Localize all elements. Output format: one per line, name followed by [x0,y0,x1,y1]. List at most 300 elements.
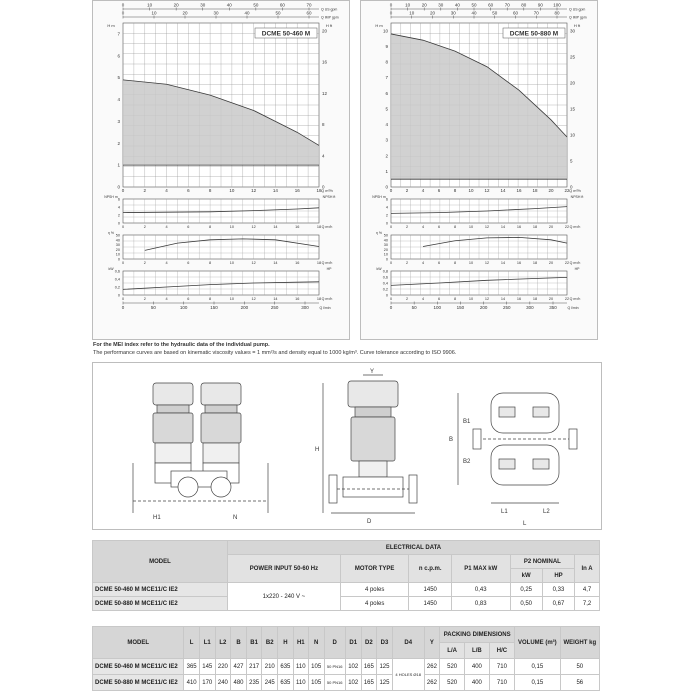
col-b2: B2 [262,627,278,659]
subchart-y-tick: 20 [115,247,120,252]
p2-hp: 0,33 [542,583,574,597]
top-axis-tick-label: 70 [504,2,510,8]
cell-h: 635 [278,675,294,691]
subchart-y-tick: 20 [383,247,388,252]
bottom-axis-tick-label: 200 [479,305,488,310]
top-axis-tick-label: 80 [554,10,560,16]
col-h: H [278,627,294,659]
plan-view [458,393,577,503]
top-axis-tick-label: 10 [147,2,153,8]
bottom-axis-tick-label: 100 [179,305,188,310]
y-tick-label: 2 [385,153,388,159]
top-axis-tick-label: 50 [471,2,477,8]
x-tick-label: 14 [500,188,506,193]
dim-label-n: N [233,515,238,521]
col-power-input: POWER INPUT 50-60 Hz [227,555,340,583]
subchart-y-tick: 4 [117,205,120,210]
bottom-axis-tick-label: 350 [549,305,557,310]
subchart-x-tick: 16 [516,297,522,301]
cell-weight: 56 [560,675,599,691]
bottom-axis-tick-label: 150 [210,305,218,310]
subchart-y-tick: 30 [383,243,388,248]
x-tick-label: 20 [548,188,554,193]
col-d4: D4 [392,627,424,659]
subchart-x-tick: 16 [516,225,522,229]
col-motor-type: MOTOR TYPE [340,555,409,583]
subchart-x-tick: 8 [453,297,457,301]
table-row [93,597,600,611]
top-axis-unit: Q US gpm [321,7,338,12]
row-model: DCME 50-880 M MCE11/C IE2 [93,597,228,611]
subchart-x-tick: 2 [143,261,146,265]
subchart-y-tick: 2 [117,213,120,218]
col-y: Y [424,627,440,659]
y-tick-label: 0 [117,184,120,190]
cell-packing-lb: 400 [465,675,490,691]
row-model: DCME 50-460 M MCE11/C IE2 [93,659,184,675]
col-b1: B1 [246,627,262,659]
subchart-y-tick: 0,6 [114,269,120,274]
subchart-x-label: Q m³/h [569,225,581,229]
bottom-axis-tick-label: 250 [270,305,279,310]
y-right-tick-label: 25 [570,54,576,60]
subchart-x-tick: 6 [187,297,190,301]
subchart-x-tick: 16 [295,225,300,229]
side-view [323,375,417,513]
side-motor-head [348,381,398,407]
top-axis-tick-label: 100 [553,2,561,8]
subchart-x-tick: 2 [405,261,409,265]
col-d1: D1 [345,627,361,659]
cell-packing-la: 520 [440,675,465,691]
subchart-x-tick: 8 [209,261,212,265]
top-axis-unit: Q IMP gpm [321,15,339,20]
bottom-axis-unit: Q l/min [567,306,579,310]
cell-b: 480 [231,675,247,691]
subchart-x-tick: 22 [564,225,570,229]
bottom-axis-tick-label: 0 [121,305,125,310]
subchart-x-tick: 12 [251,261,256,265]
col-model: MODEL [93,541,228,583]
y-tick-label: 9 [385,43,388,49]
subchart-x-tick: 2 [143,297,146,301]
cell-b: 427 [231,659,247,675]
y-right-tick-label: 10 [570,132,576,138]
y-right-tick-label: 0 [570,184,573,190]
chart-title: DCME 50-460 M [261,30,311,38]
top-axis-tick-label: 50 [253,2,259,8]
top-axis-tick-label: 40 [454,2,460,8]
p2-kw: 0,50 [510,597,542,611]
subchart-x-tick: 22 [564,297,570,301]
subchart-x-tick: 18 [316,261,322,265]
subchart-x-tick: 14 [273,225,278,229]
col-l1: L1 [199,627,215,659]
subchart-unit-left: η % [107,231,115,235]
subchart-x-tick: 16 [516,261,522,265]
subchart-x-tick: 12 [484,225,490,229]
subchart-x-tick: 14 [273,297,278,301]
top-axis-tick-label: 0 [389,2,393,8]
col-n: N [308,627,324,659]
y-right-tick-label: 5 [570,158,573,164]
cell-h: 635 [278,659,294,675]
subchart-x-tick: 4 [421,261,425,265]
cell-weight: 50 [560,659,599,675]
top-axis-tick-label: 40 [471,10,477,16]
y-tick-label: 4 [117,97,120,103]
bottom-axis-tick-label: 150 [456,305,465,310]
top-axis-tick-label: 50 [492,10,498,16]
table-row [93,675,600,691]
dim-label-l1: L1 [501,509,508,515]
subchart-x-tick: 4 [421,297,425,301]
subchart-x-tick: 12 [484,261,490,265]
x-tick-label: 4 [165,188,168,193]
subchart-x-tick: 2 [405,297,409,301]
x-axis-label: Q m³/h [569,189,581,193]
subchart-y-tick: 0 [385,293,388,298]
subchart-x-tick: 4 [165,225,168,229]
cell-l: 365 [184,659,200,675]
mei-note: For the MEI index refer to the hydraulic data of the individual pump. [93,342,270,348]
subchart-x-tick: 10 [229,225,235,229]
subchart-x-tick: 4 [421,225,425,229]
top-axis-tick-label: 20 [182,10,188,16]
subchart-x-tick: 18 [532,225,538,229]
cell-b2: 245 [262,675,278,691]
bottom-axis-tick-label: 200 [240,305,249,310]
subchart-x-tick: 4 [165,261,168,265]
subchart-x-tick: 6 [437,261,441,265]
subchart-x-tick: 6 [187,225,190,229]
subchart-y-tick: 40 [115,238,120,243]
subchart-y-tick: 0 [385,257,388,262]
y-right-tick-label: 16 [322,59,328,65]
chart-svg-dcme-50-880 [361,1,599,341]
x-tick-label: 14 [272,188,278,193]
row-model: DCME 50-460 M MCE11/C IE2 [93,583,228,597]
subchart-x-tick: 12 [484,297,490,301]
subchart-x-tick: 12 [251,297,256,301]
subchart-y-tick: 6 [117,197,120,202]
subchart-x-tick: 4 [165,297,168,301]
col-in: In A [575,555,600,583]
y-tick-label: 6 [117,53,120,59]
col-d2: D2 [361,627,377,659]
top-axis-tick-label: 30 [200,2,206,8]
bottom-axis-tick-label: 0 [389,305,393,310]
x-tick-label: 4 [421,188,425,193]
subchart-unit-left: NPSH m [372,195,386,199]
top-axis-tick-label: 90 [537,2,543,8]
y-tick-label: 7 [385,75,388,81]
top-axis-unit: Q IMP gpm [569,15,587,20]
p2-kw: 0,25 [510,583,542,597]
y-tick-label: 5 [385,106,388,112]
x-tick-label: 0 [389,188,393,193]
bottom-axis-tick-label: 50 [411,305,417,310]
subchart-x-tick: 14 [500,225,506,229]
dim-label-l2: L2 [543,509,550,515]
cell-d3: 125 [377,675,393,691]
subchart-x-tick: 20 [548,261,554,265]
top-axis-tick-label: 50 [275,10,281,16]
subchart-y-tick: 10 [383,252,388,257]
col-rpm: n c.p.m. [409,555,452,583]
performance-chart-dcme-50-460 [92,0,350,340]
cell-l1: 145 [199,659,215,675]
subchart-y-tick: 0 [117,257,120,262]
curve-note: The performance curves are based on kinematic viscosity values = 1 mm²/s and density equal to 1000 kg/m³. Curve tolerance according to ISO 9906. [93,350,457,356]
x-tick-label: 6 [187,188,190,193]
motor-neck-left [157,405,189,413]
chart-svg-dcme-50-460 [93,1,351,341]
col-model: MODEL [93,627,184,659]
x-tick-label: 12 [251,188,257,193]
side-motor-body [351,417,395,461]
subchart-y-tick: 0,8 [382,269,388,274]
subchart-x-tick: 6 [187,261,190,265]
col-d: D [324,627,345,659]
top-axis-tick-label: 20 [429,10,436,16]
dim-label-h1: H1 [153,515,161,521]
y-right-tick-label: 12 [322,90,328,96]
cell-d2: 165 [361,675,377,691]
cell-l2: 220 [215,659,231,675]
y-tick-label: 5 [117,75,120,81]
bottom-axis-unit: Q l/min [319,306,331,310]
motor-neck-right [205,405,237,413]
electrical-data-table [92,540,600,611]
cell-l: 410 [184,675,200,691]
top-axis-unit: Q US gpm [569,7,586,12]
flange-left [178,477,198,497]
bottom-axis-tick-label: 250 [502,305,511,310]
cell-d3: 125 [377,659,393,675]
y-right-tick-label: 30 [570,28,576,34]
cell-d2: 165 [361,659,377,675]
subchart-x-tick: 14 [500,261,506,265]
subchart-x-label: Q m³/h [569,261,581,265]
rpm: 1450 [409,597,452,611]
top-axis-tick-label: 0 [121,10,125,16]
rpm: 1450 [409,583,452,597]
cell-d4: 4 HOLES Ø18 [392,659,424,691]
motor-type: 4 poles [340,583,409,597]
x-tick-label: 10 [229,188,235,193]
col-packing: PACKING DIMENSIONS [440,627,515,643]
y-tick-label: 6 [385,90,388,96]
y-tick-label: 7 [117,31,120,37]
subchart-x-tick: 8 [209,297,212,301]
cell-packing-la: 520 [440,659,465,675]
subchart-unit-left: η % [375,231,383,235]
y-right-tick-label: 4 [322,153,325,159]
y-right-tick-label: 15 [570,106,576,112]
subchart-y-tick: 0,2 [382,287,388,292]
dim-label-h: H [315,447,320,453]
subchart-y-tick: 0,6 [382,275,388,280]
dim-label-b: B [449,437,454,443]
cell-packing-hc: 710 [489,675,514,691]
y-right-tick-label: 8 [322,122,325,128]
subchart-x-tick: 14 [500,297,506,301]
dim-label-y: Y [370,369,375,375]
x-tick-label: 6 [437,188,441,193]
top-axis-tick-label: 0 [389,10,393,16]
top-axis-tick-label: 30 [438,2,444,8]
y-tick-label: 8 [385,59,388,65]
subchart-x-tick: 2 [143,225,146,229]
subchart-y-tick: 0,4 [382,281,388,286]
col-d3: D3 [377,627,393,659]
subchart-x-tick: 0 [389,261,393,265]
subchart-x-tick: 0 [389,225,393,229]
x-tick-label: 12 [484,188,490,193]
subchart-x-label: Q m³/h [321,225,333,229]
dim-label-b2: B2 [463,459,471,465]
col-volume: VOLUME (m³) [515,627,560,659]
dimensions-table [92,626,600,691]
cell-d1: 102 [345,659,361,675]
top-axis-tick-label: 0 [121,2,125,8]
top-axis-tick-label: 60 [306,10,312,16]
col-h1: H1 [293,627,308,659]
subchart-x-tick: 14 [273,261,278,265]
subchart-x-tick: 18 [532,261,538,265]
subchart-x-tick: 18 [532,297,538,301]
subchart-x-tick: 10 [229,261,235,265]
subchart-y-tick: 50 [383,233,388,238]
subchart-x-tick: 6 [437,297,441,301]
cell-b1: 217 [246,659,262,675]
subchart-x-tick: 2 [405,225,409,229]
subchart-x-tick: 10 [468,297,474,301]
table-row [93,583,600,597]
chart-title: DCME 50-880 M [509,30,559,38]
cell-h1: 110 [293,659,308,675]
current: 7,2 [575,597,600,611]
y-right-tick-label: 0 [322,184,325,190]
subchart-x-tick: 18 [316,225,322,229]
cell-y: 262 [424,675,440,691]
y-tick-label: 3 [117,118,120,124]
subchart-unit-right: HP [326,267,332,271]
subchart-y-tick: 0 [117,293,120,298]
pump-drawing-svg [93,363,603,531]
col-p2: P2 NOMINAL [510,555,575,569]
top-axis-tick-label: 60 [279,2,285,8]
subchart-y-tick: 10 [115,252,120,257]
x-tick-label: 8 [453,188,457,193]
motor-lower-left [155,443,191,463]
bottom-axis-tick-label: 300 [301,305,309,310]
col-packing-hc: H/C [489,643,514,659]
motor-lower-right [203,443,239,463]
col-weight: WEIGHT kg [560,627,599,659]
top-axis-tick-label: 10 [405,2,411,8]
subchart-unit-left: kW [108,267,114,271]
subchart-x-tick: 10 [468,261,474,265]
electrical-title: ELECTRICAL DATA [227,541,599,555]
x-tick-label: 8 [208,188,212,193]
cell-d: 50 PN16 [324,675,345,691]
cell-b2: 210 [262,659,278,675]
y-axis-label: H m [375,23,383,28]
subchart-y-tick: 40 [383,238,388,243]
subchart-x-tick: 20 [548,225,554,229]
dim-label-b1: B1 [463,419,471,425]
top-axis-tick-label: 30 [450,10,456,16]
subchart-x-tick: 10 [468,225,474,229]
subchart-unit-right: NPSH ft [322,195,336,199]
top-axis-tick-label: 70 [533,10,539,16]
front-view [133,383,268,513]
cell-l2: 240 [215,675,231,691]
motor-head-right [201,383,241,405]
subchart-x-tick: 8 [209,225,212,229]
top-axis-tick-label: 40 [226,2,232,8]
motor-type: 4 poles [340,597,409,611]
cell-volume: 0,15 [515,659,560,675]
col-p2-hp: HP [542,569,574,583]
x-tick-label: 2 [405,188,409,193]
top-axis-tick-label: 60 [512,10,519,16]
subchart-x-tick: 16 [295,297,300,301]
subchart-unit-left: NPSH m [104,195,118,199]
col-packing-la: L/A [440,643,465,659]
subchart-y-tick: 50 [115,233,120,238]
current: 4,7 [575,583,600,597]
subchart-unit-right: NPSH ft [570,195,584,199]
y-tick-label: 0 [385,184,388,190]
cell-d: 50 PN16 [324,659,345,675]
cell-packing-lb: 400 [465,659,490,675]
cell-n: 105 [308,659,324,675]
subchart-y-tick: 4 [385,205,388,210]
subchart-y-tick: 6 [385,197,388,202]
subchart-x-tick: 10 [229,297,235,301]
x-tick-label: 10 [468,188,474,193]
top-axis-tick-label: 20 [421,2,427,8]
cell-l1: 170 [199,675,215,691]
p1: 0,83 [452,597,511,611]
subchart-x-tick: 0 [121,297,125,301]
x-tick-label: 2 [143,188,147,193]
subchart-y-tick: 30 [115,243,120,248]
subchart-x-label: Q m³/h [569,297,581,301]
top-axis-tick-label: 40 [244,10,250,16]
subchart-y-tick: 2 [385,213,388,218]
subchart-x-tick: 0 [121,261,125,265]
x-axis-label: Q m³/h [321,189,333,193]
x-tick-label: 18 [316,188,322,193]
performance-chart-dcme-50-880 [360,0,598,340]
side-pump-casing [343,477,403,497]
x-tick-label: 16 [516,188,522,193]
subchart-x-tick: 6 [437,225,441,229]
col-packing-lb: L/B [465,643,490,659]
subchart-unit-left: kW [376,267,382,271]
motor-body-left [153,413,193,443]
subchart-x-label: Q m³/h [321,261,333,265]
y-right-axis-label: H ft [325,23,333,28]
x-tick-label: 18 [532,188,538,193]
cell-h1: 110 [293,675,308,691]
bottom-axis-tick-label: 100 [433,305,442,310]
technical-drawing [92,362,602,530]
